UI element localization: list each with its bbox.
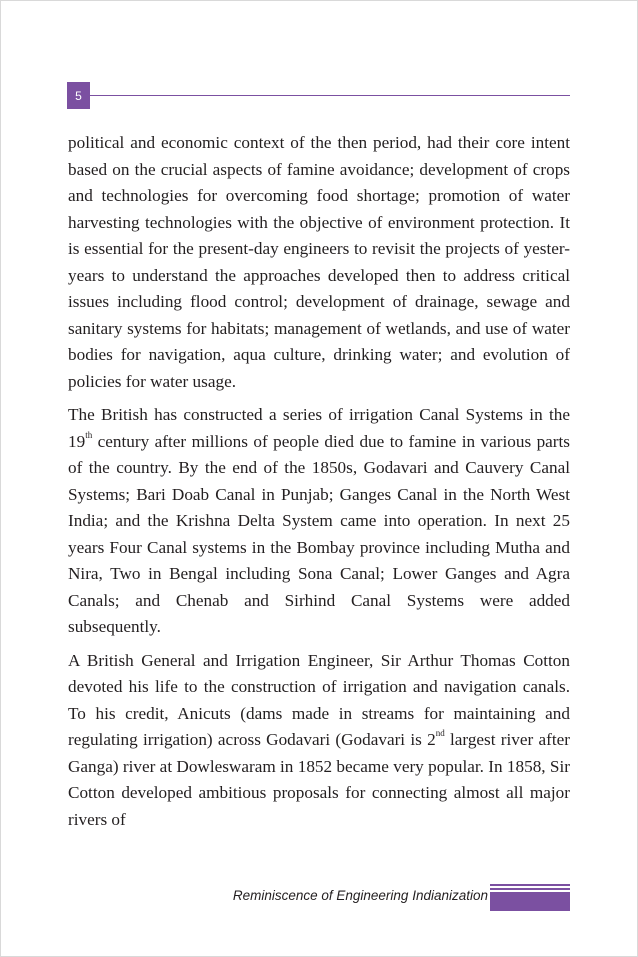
footer-book-title: Reminiscence of Engineering Indianization <box>232 888 488 903</box>
footer-stripes-decoration <box>490 884 570 911</box>
superscript-nd: nd <box>435 728 445 739</box>
page-number: 5 <box>67 82 90 109</box>
body-text <box>68 130 570 840</box>
paragraph-2-text-b: century after millions of people died due to famine in various parts of the country. By the end of the 1850s, Godavari and Cauvery Canal Systems; Bari Doab Canal in Punjab; Ganges Canal in the North West India; and the Krishna Delta System came into operation. In next 25 years Four Canal systems in the Bombay province including Mutha and Nira, Two in Bengal including Sona Canal; Lower Ganges and Agra Canals; and Chenab and Sirhind Canal Systems were added subsequently. <box>68 431 570 636</box>
paragraph-3-text-a: A British General and Irrigation Engineer, Sir Arthur Thomas Cotton devoted his life to the construction of irrigation and navigation canals. To his credit, Anicuts (dams made in streams for maintaining and regulating irrigation) across Godavari (Godavari is 2 <box>68 650 570 749</box>
superscript-th: th <box>85 429 93 440</box>
paragraph-1: political and economic context of the then period, had their core intent based on the crucial aspects of famine avoidance; development of crops and technologies for overcoming food shortage; promotion of water harvesting technologies with the objective of environment protection. It is essential for the present-day engineers to revisit the projects of yester-years to understand the approaches developed then to address critical issues including flood control; development of drainage, sewage and sanitary systems for habitats; management of wetlands, and use of water bodies for navigation, aqua culture, drinking water; and evolution of policies for water usage. <box>68 133 570 391</box>
paragraph-2 <box>68 402 570 641</box>
header-rule <box>90 95 570 96</box>
paragraph-3 <box>68 648 570 834</box>
paragraph-3-text-b: largest river after Ganga) river at Dowleswaram in 1852 became very popular. In 1858, Sir Cotton developed ambitious proposals for connecting almost all major rivers of <box>68 730 571 829</box>
paragraph-2-text-a: The British has constructed a series of irrigation Canal Systems in the 19 <box>68 405 570 451</box>
